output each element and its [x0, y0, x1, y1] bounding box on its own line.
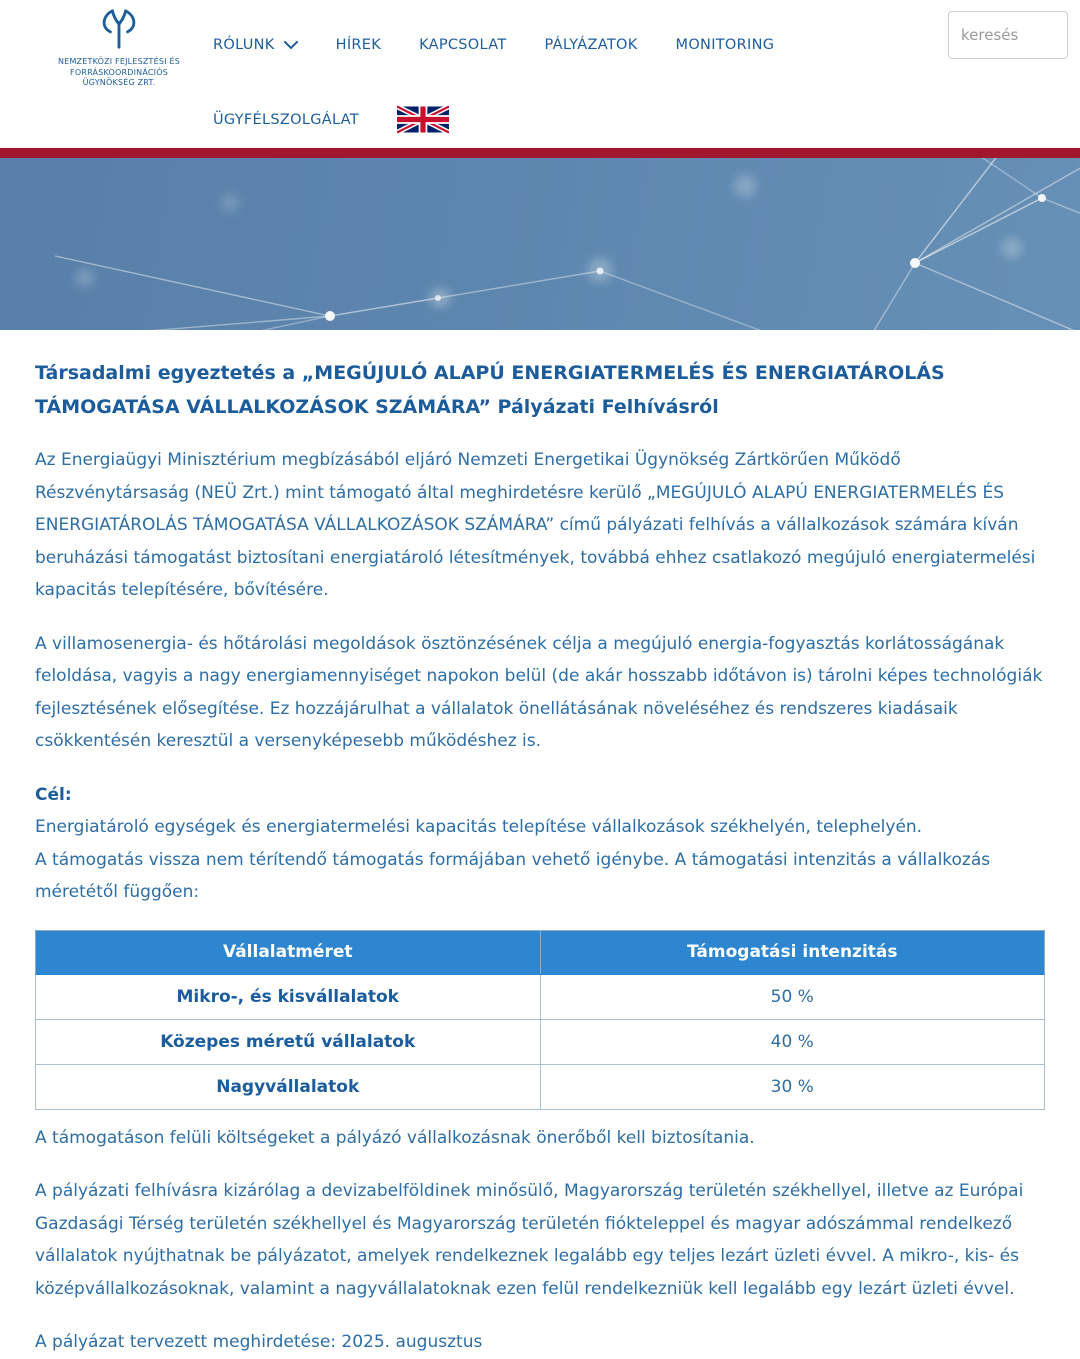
table-header-row [36, 930, 1045, 974]
site-header [0, 0, 1080, 148]
network-plexus-graphic [0, 158, 1080, 330]
nav-item-monitoring[interactable]: MONITORING [675, 37, 775, 53]
nav-item-hirek[interactable]: HÍREK [335, 37, 382, 53]
logo-link[interactable] [58, 8, 180, 89]
goal-line1: Energiatároló egységek és energiatermelési kapacitás telepítése vállalkozások székhelyén, telephelyén. [35, 817, 923, 837]
col-header-company-size: Vállalatméret [36, 930, 541, 974]
paragraph-announcement-date: A pályázat tervezett meghirdetése: 2025. augusztus [35, 1332, 483, 1352]
logo-text-line1: NEMZETKÖZI FEJLESZTÉSI ÉS [58, 57, 180, 66]
paragraph-purpose: A villamosenergia- és hőtárolási megoldások ösztönzésének célja a megújuló energia-fogyasztás korlátosságának feloldása, vagyis a nagy energiamennyiséget napokon belül (de akár hosszabb időtávon is) tárolni képes technológiák fejlesztésének elősegítése. Ez hozzájárulhat a vállalatok önellátásának növeléséhez és rendszeres kiadásaik csökkentésén keresztül a versenyképesebb működéshez is. [35, 633, 1043, 751]
red-accent-bar [0, 148, 1080, 158]
cell-company-size: Nagyvállalatok [36, 1064, 541, 1109]
chevron-down-icon [284, 38, 298, 54]
nav-item-kapcsolat[interactable]: KAPCSOLAT [419, 37, 507, 53]
cell-intensity: 40 % [540, 1019, 1045, 1064]
nav-item-rolunk-label: RÓLUNK [213, 37, 275, 53]
page-title: Társadalmi egyeztetés a „MEGÚJULÓ ALAPÚ ENERGIATERMELÉS ÉS ENERGIATÁROLÁS TÁMOGATÁSA VÁLLALKOZÁSOK SZÁMÁRA” Pályázati Felhívásról [35, 362, 945, 418]
paragraph-eligibility: A pályázati felhívásra kizárólag a devizabelföldinek minősülő, Magyarország területén székhellyel, illetve az Európai Gazdasági Térség területén székhellyel és Magyarország területén fiókteleppel és magyar adószámmal rendelkező vállalatok nyújthatnak be pályázatot, amelyek rendelkeznek legalább egy teljes lezárt üzleti évvel. A mikro-, kis- és középvállalkozásoknak, valamint a nagyvállalatoknak ezen felül rendelkezniük kell legalább egy lezárt üzleti évvel. [35, 1181, 1024, 1299]
nav-item-rolunk[interactable] [213, 36, 298, 54]
table-row [36, 1064, 1045, 1109]
uk-flag-icon [397, 120, 449, 139]
cell-intensity: 30 % [540, 1064, 1045, 1109]
cell-company-size: Közepes méretű vállalatok [36, 1019, 541, 1064]
nav-item-ugyfelszolgalat[interactable]: ÜGYFÉLSZOLGÁLAT [213, 111, 359, 128]
paragraph-intro: Az Energiaügyi Minisztérium megbízásából eljáró Nemzeti Energetikai Ügynökség Zártkörűen Működő Részvénytársaság (NEÜ Zrt.) mint támogató által meghirdetésre kerülő „MEGÚJULÓ ALAPÚ ENERGIATERMELÉS ÉS ENERGIATÁROLÁS TÁMOGATÁSA VÁLLALKOZÁSOK SZÁMÁRA” című pályázati felhívás a vállalkozások számára kíván beruházási támogatást biztosítani energiatároló létesítmények, továbbá ehhez csatlakozó megújuló energiatermelési kapacitás telepítésére, bővítésére. [35, 450, 1036, 600]
table-row [36, 1019, 1045, 1064]
sprout-logo-icon [58, 8, 180, 54]
goal-block [35, 779, 1045, 909]
goal-line2: A támogatás vissza nem térítendő támogatás formájában vehető igénybe. A támogatási intenzitás a vállalkozás méretétől függően: [35, 849, 991, 902]
search-box [948, 11, 1068, 59]
support-intensity-table [35, 930, 1045, 1110]
goal-heading: Cél: [35, 784, 72, 805]
paragraph-own-funds: A támogatáson felüli költségeket a pályázó vállalkozásnak önerőből kell biztosítania. [35, 1127, 755, 1148]
hero-image [0, 158, 1080, 330]
logo-text-line2: FORRÁSKOORDINÁCIÓS [70, 67, 168, 77]
cell-intensity: 50 % [540, 974, 1045, 1019]
cell-company-size: Mikro-, és kisvállalatok [36, 974, 541, 1019]
article-content [0, 356, 1080, 1359]
search-input[interactable] [948, 11, 1068, 59]
nav-item-palyazatok[interactable]: PÁLYÁZATOK [544, 37, 638, 53]
col-header-support-intensity: Támogatási intenzitás [540, 930, 1045, 974]
logo-text-line3: ÜGYNÖKSÉG ZRT. [82, 78, 156, 87]
language-switch-english[interactable] [397, 104, 449, 135]
table-row [36, 974, 1045, 1019]
